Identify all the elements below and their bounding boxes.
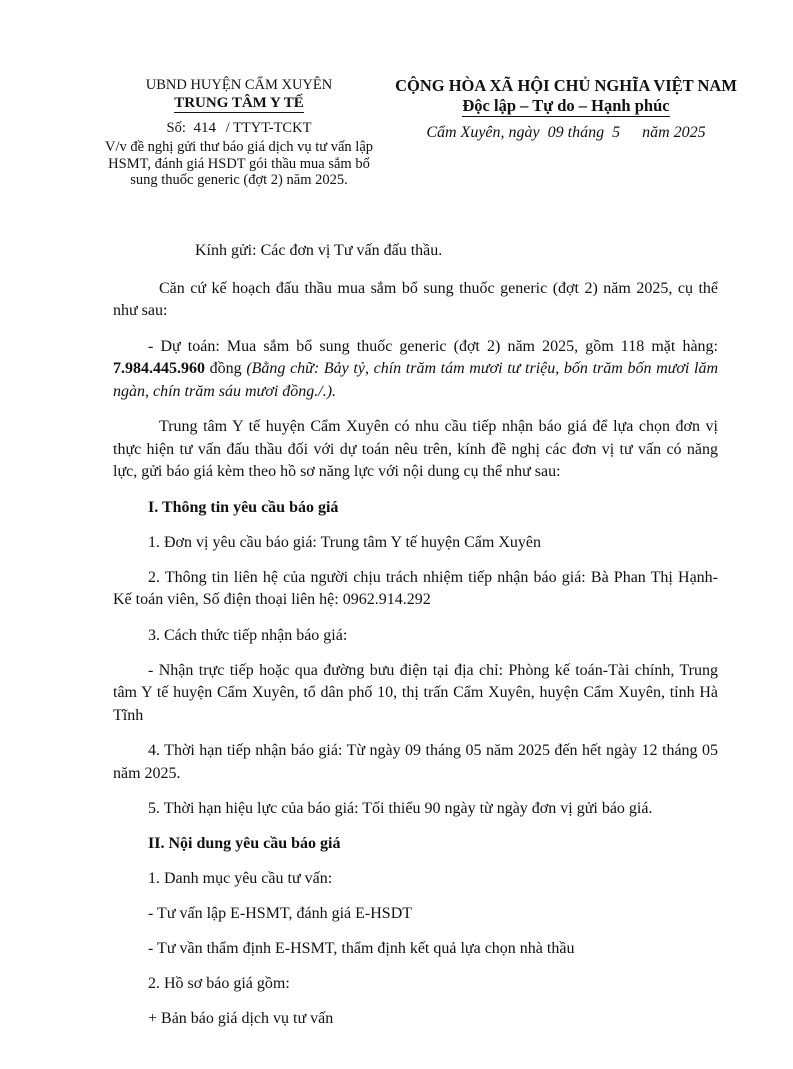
place-date — [380, 123, 752, 143]
section-1-item-2: 2. Thông tin liên hệ của người chịu trách nhiệm tiếp nhận báo giá: Bà Phan Thị Hạnh- Kế toán viên, Số điện thoại liên hệ: 0962.914.292 — [113, 568, 718, 608]
national-motto: Độc lập – Tự do – Hạnh phúc — [462, 96, 670, 115]
date-month: 5 — [612, 124, 621, 141]
section-2-item-1: 1. Danh mục yêu cầu tư vấn: — [148, 870, 333, 887]
national-block — [380, 76, 752, 143]
section-2-item-2-a: + Bản báo giá dịch vụ tư vấn — [148, 1010, 334, 1027]
estimate-words: (Bằng chữ: Bảy tỷ, chín trăm tám mươi tư triệu, bốn trăm bốn mươi lăm ngàn, chín trăm sáu mươi đồng./.). — [113, 360, 719, 400]
greeting: Kính gửi: Các đơn vị Tư vấn đấu thầu. — [195, 242, 443, 259]
national-title: CỘNG HÒA XÃ HỘI CHỦ NGHĨA VIỆT NAM — [395, 76, 737, 95]
issuer-org: UBND HUYỆN CẨM XUYÊN — [145, 77, 333, 93]
estimate-prefix: - Dự toán: Mua sắm bổ sung thuốc generic (đợt 2) năm 2025, gồm 118 mặt hàng: — [148, 337, 718, 355]
intro-paragraph: Căn cứ kế hoạch đấu thầu mua sắm bổ sung thuốc generic (đợt 2) năm 2025, cụ thể như sau: — [113, 279, 718, 319]
date-day: 09 — [547, 124, 564, 141]
section-2-title: II. Nội dung yêu cầu báo giá — [148, 835, 341, 852]
estimate-unit: đồng — [205, 360, 247, 377]
issuer-block — [98, 76, 380, 189]
section-1-title: I. Thông tin yêu cầu báo giá — [148, 498, 339, 516]
year-label: năm 2025 — [642, 124, 706, 141]
estimate-amount: 7.984.445.960 — [113, 360, 205, 377]
document-body — [113, 240, 718, 1043]
number-suffix: / TTYT-TCKT — [225, 120, 312, 136]
place-prefix: Cẩm Xuyên, ngày — [426, 124, 540, 141]
section-2-item-1-a: - Tư vấn lập E-HSMT, đánh giá E-HSDT — [148, 905, 413, 922]
request-paragraph: Trung tâm Y tế huyện Cẩm Xuyên có nhu cầu tiếp nhận báo giá để lựa chọn đơn vị thực hiện tư vấn đấu thầu đối với dự toán nêu trên, kính đề nghị các đơn vị tư vấn có năng lực, gửi báo giá kèm theo hồ sơ năng lực với nội dung cụ thể như sau: — [113, 418, 718, 480]
estimate-paragraph — [113, 336, 718, 404]
section-1-item-3: 3. Cách thức tiếp nhận báo giá: — [148, 626, 348, 644]
section-1-item-3-detail: - Nhận trực tiếp hoặc qua đường bưu điện tại địa chỉ: Phòng kế toán-Tài chính, Trung tâm Y tế huyện Cẩm Xuyên, tổ dân phố 10, thị trấn Cẩm Xuyên, huyện Cẩm Xuyên, tỉnh Hà Tĩnh — [113, 661, 718, 724]
section-2-item-1-b: - Tư vần thẩm định E-HSMT, thẩm định kết quả lựa chọn nhà thầu — [148, 940, 575, 957]
section-2-item-2: 2. Hồ sơ báo giá gồm: — [148, 975, 290, 992]
section-1-item-5: 5. Thời hạn hiệu lực của báo giá: Tối thiểu 90 ngày từ ngày đơn vị gửi báo giá. — [148, 800, 653, 817]
number-label: Số: — [166, 120, 186, 136]
month-label: tháng — [567, 124, 605, 141]
section-1-item-4: 4. Thời hạn tiếp nhận báo giá: Từ ngày 09 tháng 05 năm 2025 đến hết ngày 12 tháng 05 năm 2025. — [113, 742, 718, 782]
section-1-item-1: 1. Đơn vị yêu cầu báo giá: Trung tâm Y tế huyện Cẩm Xuyên — [148, 533, 541, 551]
document-subject: V/v đề nghị gửi thư báo giá dịch vụ tư vấn lập HSMT, đánh giá HSDT gói thầu mua sắm bổ sung thuốc generic (đợt 2) năm 2025. — [104, 139, 374, 188]
issuer-center: TRUNG TÂM Y TẾ — [174, 95, 304, 111]
number-value: 414 — [193, 120, 217, 136]
document-number — [98, 119, 380, 137]
